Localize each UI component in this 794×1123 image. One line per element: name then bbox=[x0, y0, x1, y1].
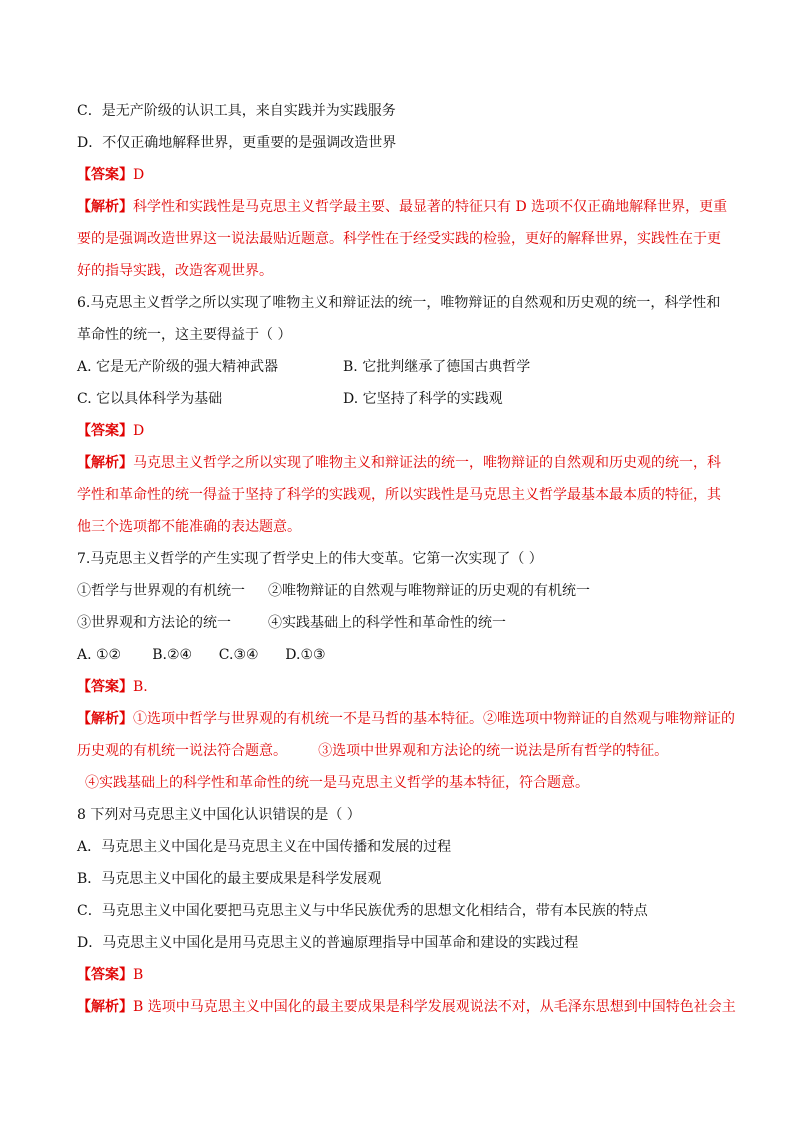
q6-stem-line-2: 革命性的统一，这主要得益于（ ） bbox=[77, 327, 292, 343]
q7-item-4: ④实践基础上的科学性和革命性的统一 bbox=[268, 615, 506, 631]
q5-analysis-line-2: 要的是强调改造世界这一说法最贴近题意。科学性在于经受实践的检验，更好的解释世界，实践性在于更 bbox=[77, 231, 721, 247]
q6-option-c: C. 它以具体科学为基础 bbox=[77, 391, 223, 407]
analysis-tag: 【解析】 bbox=[77, 199, 133, 215]
q7-analysis-line-2: 历史观的有机统一说法符合题意。 ③选项中世界观和方法论的统一说法是所有哲学的特征。 bbox=[77, 743, 669, 759]
analysis-tag: 【解析】 bbox=[77, 999, 133, 1015]
q7-stem: 7.马克思主义哲学的产生实现了哲学史上的伟大变革。它第一次实现了（ ） bbox=[77, 551, 543, 567]
q7-item-3: ③世界观和方法论的统一 bbox=[77, 615, 231, 631]
q6-option-a: A. 它是无产阶级的强大精神武器 bbox=[77, 359, 279, 375]
q6-option-d: D. 它坚持了科学的实践观 bbox=[343, 391, 503, 407]
answer-value: D bbox=[133, 167, 145, 183]
q6-answer bbox=[77, 422, 144, 440]
q5-option-c: C．是无产阶级的认识工具，来自实践并为实践服务 bbox=[77, 103, 396, 119]
q6-analysis-line-1 bbox=[77, 454, 721, 472]
q5-analysis-line-3: 好的指导实践，改造客观世界。 bbox=[77, 263, 273, 279]
answer-tag: 【答案】 bbox=[77, 967, 133, 983]
q8-option-d: D．马克思主义中国化是用马克思主义的普遍原理指导中国革命和建设的实践过程 bbox=[77, 935, 579, 951]
answer-tag: 【答案】 bbox=[77, 423, 133, 439]
analysis-text: ①选项中哲学与世界观的有机统一不是马哲的基本特征。②唯选项中物辩证的自然观与唯物辩证的 bbox=[133, 711, 735, 727]
analysis-text: 马克思主义哲学之所以实现了唯物主义和辩证法的统一，唯物辩证的自然观和历史观的统一，科 bbox=[133, 455, 721, 471]
q8-analysis-line-1 bbox=[77, 998, 736, 1016]
q6-stem-line-1: 6.马克思主义哲学之所以实现了唯物主义和辩证法的统一，唯物辩证的自然观和历史观的统一，科学性和 bbox=[77, 295, 721, 311]
q6-option-b: B. 它批判继承了德国古典哲学 bbox=[343, 359, 531, 375]
q7-item-1: ①哲学与世界观的有机统一 bbox=[77, 583, 245, 599]
answer-value: B bbox=[133, 967, 144, 983]
q7-item-2: ②唯物辩证的自然观与唯物辩证的历史观的有机统一 bbox=[268, 583, 590, 599]
analysis-tag: 【解析】 bbox=[77, 711, 133, 727]
analysis-text: 科学性和实践性是马克思主义哲学最主要、最显著的特征只有 D 选项不仅正确地解释世界，更重 bbox=[133, 199, 728, 215]
q7-options: A. ①② B.②④ C.③④ D.①③ bbox=[77, 647, 326, 663]
answer-value: B. bbox=[133, 679, 148, 695]
analysis-tag: 【解析】 bbox=[77, 455, 133, 471]
q7-analysis-line-3: ④实践基础上的科学性和革命性的统一是马克思主义哲学的基本特征，符合题意。 bbox=[85, 775, 589, 791]
q8-option-c: C．马克思主义中国化要把马克思主义与中华民族优秀的思想文化相结合，带有本民族的特点 bbox=[77, 903, 648, 919]
q7-answer bbox=[77, 678, 148, 696]
q6-analysis-line-2: 学性和革命性的统一得益于坚持了科学的实践观，所以实践性是马克思主义哲学最基本最本质的特征，其 bbox=[77, 487, 721, 503]
q5-answer bbox=[77, 166, 144, 184]
answer-tag: 【答案】 bbox=[77, 679, 133, 695]
analysis-text: B 选项中马克思主义中国化的最主要成果是科学发展观说法不对，从毛泽东思想到中国特色社会主 bbox=[133, 999, 736, 1015]
q5-option-d: D．不仅正确地解释世界，更重要的是强调改造世界 bbox=[77, 135, 397, 151]
q7-analysis-line-1 bbox=[77, 710, 735, 728]
answer-value: D bbox=[133, 423, 145, 439]
q8-answer bbox=[77, 966, 143, 984]
q5-analysis-line-1 bbox=[77, 198, 727, 216]
q8-option-b: B．马克思主义中国化的最主要成果是科学发展观 bbox=[77, 871, 382, 887]
q8-option-a: A．马克思主义中国化是马克思主义在中国传播和发展的过程 bbox=[77, 839, 452, 855]
q6-analysis-line-3: 他三个选项都不能准确的表达题意。 bbox=[77, 519, 301, 535]
answer-tag: 【答案】 bbox=[77, 167, 133, 183]
q8-stem: 8 下列对马克思主义中国化认识错误的是（ ） bbox=[77, 807, 361, 823]
